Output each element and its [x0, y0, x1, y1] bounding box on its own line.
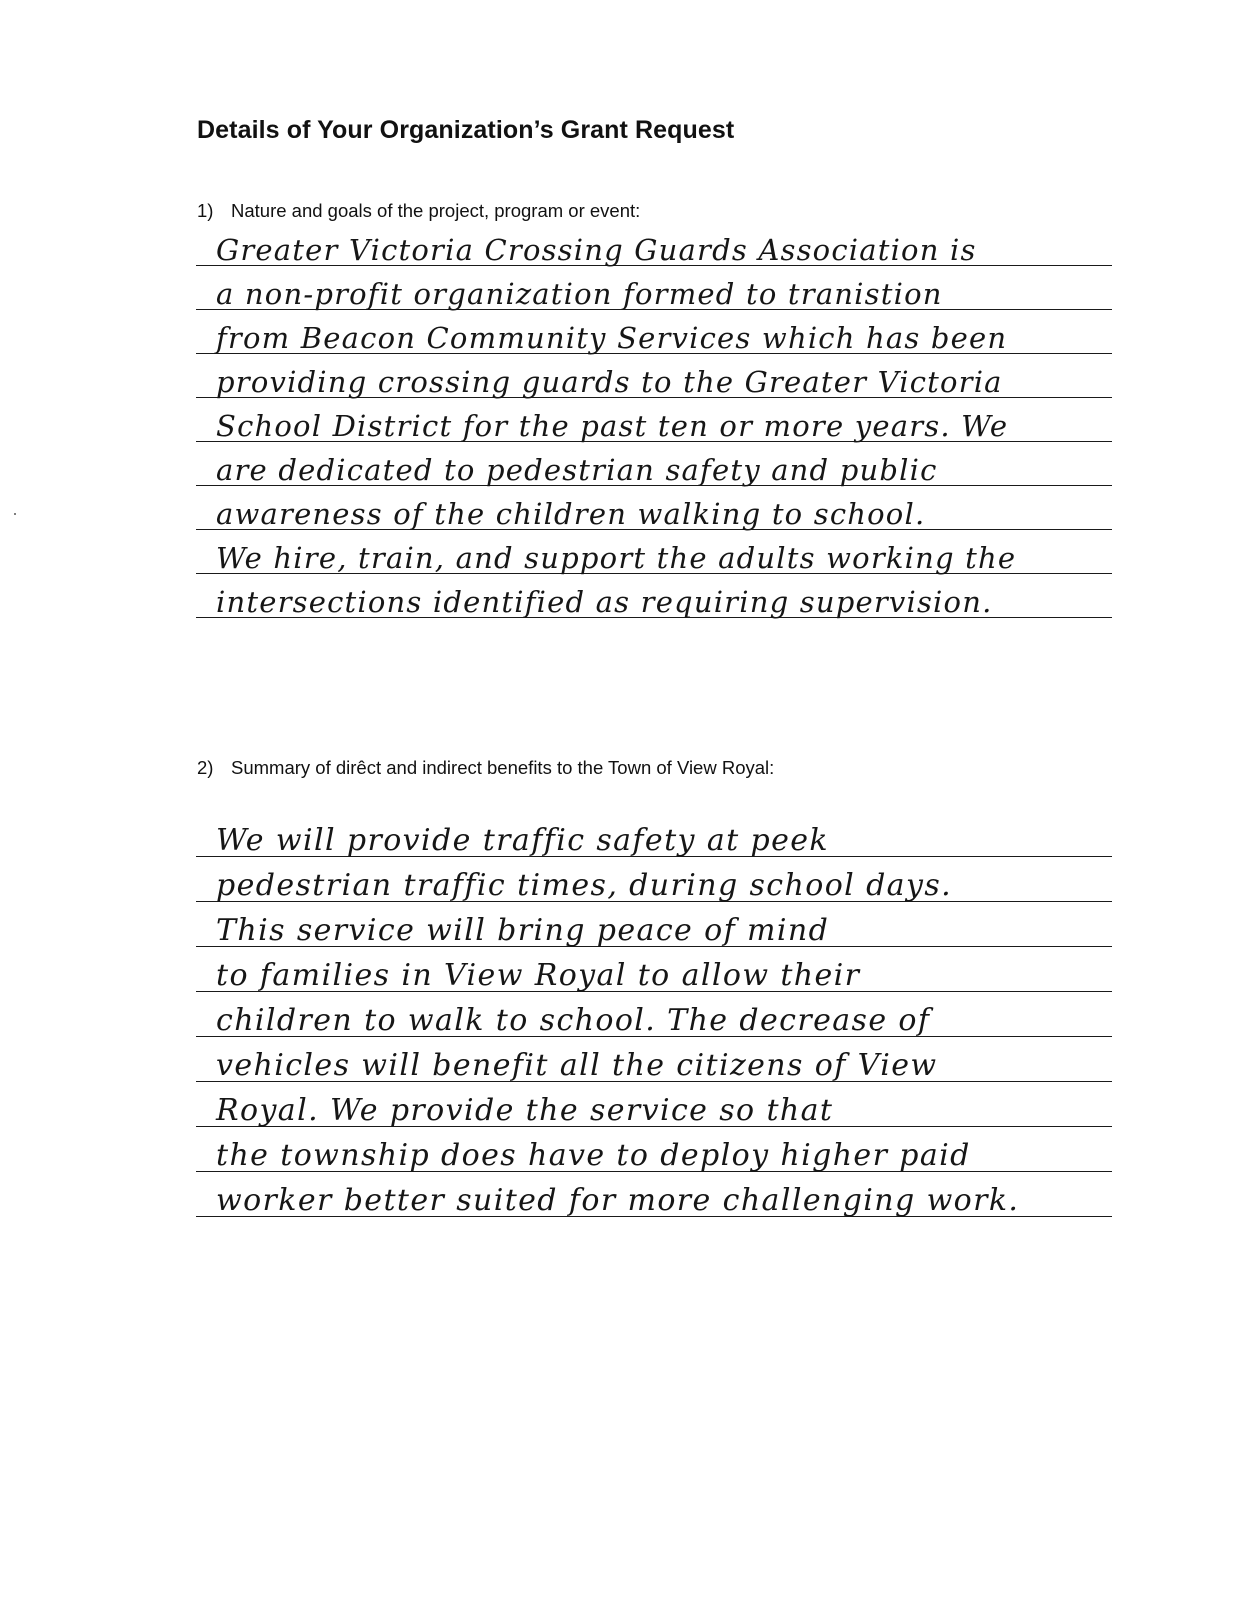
handwritten-text: a non-profit organization formed to tranistion	[216, 277, 943, 311]
handwritten-text: intersections identified as requiring supervision.	[216, 585, 993, 619]
handwritten-text: Royal. We provide the service so that	[216, 1093, 834, 1128]
page-title: Details of Your Organization’s Grant Request	[197, 116, 735, 144]
answer-1-line	[196, 354, 1112, 398]
handwritten-text: Greater Victoria Crossing Guards Association is	[216, 233, 977, 267]
answer-1-line	[196, 398, 1112, 442]
handwritten-text: We will provide traffic safety at peek	[216, 823, 829, 858]
handwritten-text: worker better suited for more challenging work.	[216, 1183, 1020, 1218]
answer-2-block	[196, 812, 1112, 1217]
question-2-text: Summary of dirêct and indirect benefits to the Town of View Royal:	[231, 757, 775, 778]
question-1-text: Nature and goals of the project, program or event:	[231, 200, 641, 221]
handwritten-text: pedestrian traffic times, during school days.	[216, 868, 953, 903]
answer-2-line	[196, 902, 1112, 947]
answer-1-line	[196, 310, 1112, 354]
handwritten-text: vehicles will benefit all the citizens of View	[216, 1048, 938, 1083]
answer-2-line	[196, 1037, 1112, 1082]
answer-1-line	[196, 574, 1112, 618]
question-1-number: 1)	[197, 200, 214, 221]
question-1-label	[197, 200, 640, 222]
answer-2-line	[196, 947, 1112, 992]
handwritten-text: are dedicated to pedestrian safety and public	[216, 453, 938, 487]
handwritten-text: children to walk to school. The decrease of	[216, 1003, 931, 1038]
handwritten-text: to families in View Royal to allow their	[216, 958, 861, 993]
handwritten-text: awareness of the children walking to school.	[216, 497, 926, 531]
scan-speck	[14, 513, 16, 515]
answer-1-line	[196, 266, 1112, 310]
answer-1-line	[196, 222, 1112, 266]
answer-2-line	[196, 1172, 1112, 1217]
handwritten-text: This service will bring peace of mind	[216, 913, 830, 948]
handwritten-text: from Beacon Community Services which has been	[216, 321, 1008, 355]
answer-2-line	[196, 1082, 1112, 1127]
answer-2-line	[196, 992, 1112, 1037]
handwritten-text: School District for the past ten or more years. We	[216, 409, 1009, 443]
answer-1-block	[196, 222, 1112, 618]
handwritten-text: providing crossing guards to the Greater Victoria	[216, 365, 1003, 399]
question-2-number: 2)	[197, 757, 214, 778]
answer-2-line	[196, 812, 1112, 857]
handwritten-text: We hire, train, and support the adults working the	[216, 541, 1017, 575]
answer-1-line	[196, 442, 1112, 486]
question-2-label	[197, 757, 774, 779]
answer-2-line	[196, 1127, 1112, 1172]
answer-1-line	[196, 530, 1112, 574]
answer-2-line	[196, 857, 1112, 902]
answer-1-line	[196, 486, 1112, 530]
handwritten-text: the township does have to deploy higher paid	[216, 1138, 971, 1173]
